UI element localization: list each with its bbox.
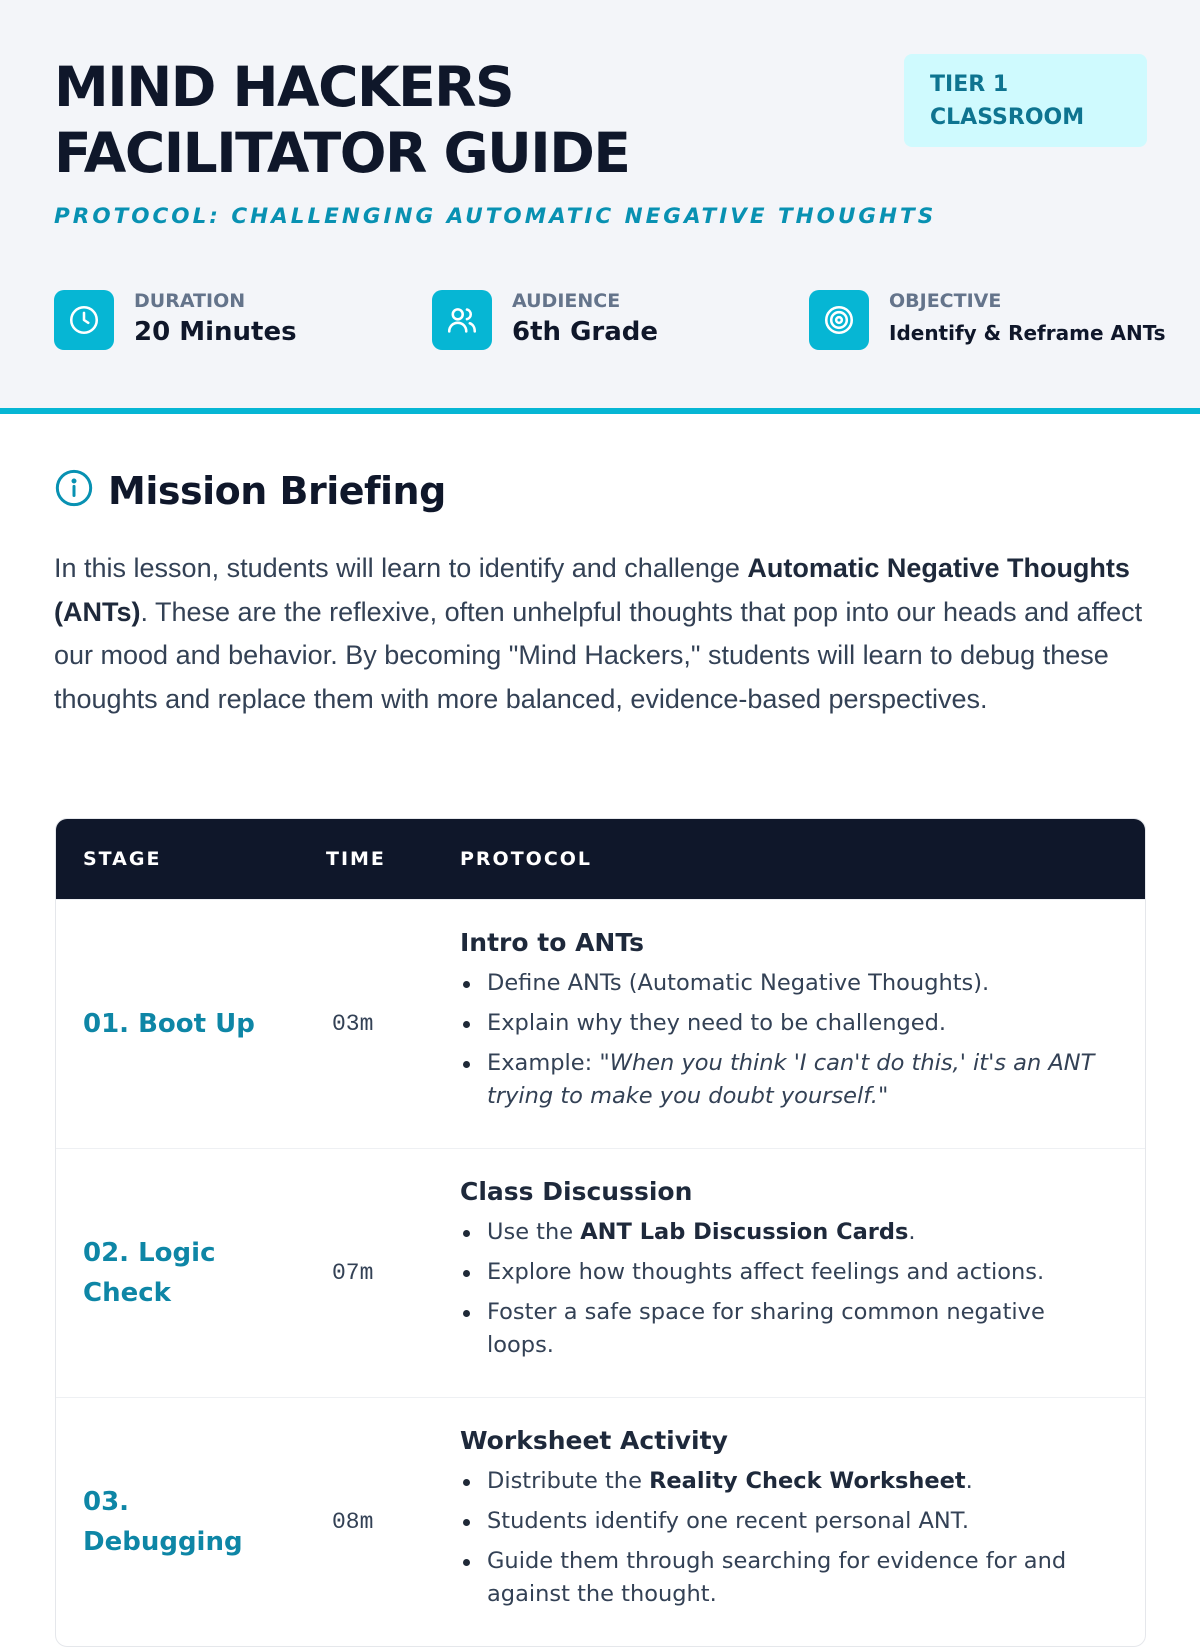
list-item: Define ANTs (Automatic Negative Thoughts). xyxy=(460,967,1105,1000)
stage-time: 07m xyxy=(318,1148,450,1397)
list-item: Explore how thoughts affect feelings and actions. xyxy=(460,1256,1105,1289)
list-item: Foster a safe space for sharing common negative loops. xyxy=(460,1296,1105,1362)
table-row xyxy=(56,1148,1145,1397)
meta-label: OBJECTIVE xyxy=(889,290,1002,312)
protocol-cell xyxy=(450,1148,1145,1397)
lesson-protocol-table xyxy=(55,818,1146,1647)
protocol-title: Worksheet Activity xyxy=(460,1426,728,1455)
meta-value: Identify & Reframe ANTs xyxy=(889,321,1166,345)
list-item: Explain why they need to be challenged. xyxy=(460,1007,1105,1040)
clock-icon xyxy=(54,290,114,350)
stage-time: 08m xyxy=(318,1397,450,1646)
guide-header xyxy=(0,0,1200,414)
tier-badge: TIER 1 CLASSROOM xyxy=(904,54,1147,147)
mission-briefing-text: In this lesson, students will learn to identify and challenge Automatic Negative Thoughts (ANTs). These are the reflexive, often unhelpful thoughts that pop into our heads and affect our mood and behavior. By becoming "Mind Hackers," students will learn to debug these thoughts and replace them with more balanced, evidence-based perspectives. xyxy=(54,553,1143,714)
list-item: Distribute the Reality Check Worksheet. xyxy=(460,1465,1105,1498)
stage-name: 03. Debugging xyxy=(56,1397,318,1646)
users-icon xyxy=(432,290,492,350)
list-item: Use the ANT Lab Discussion Cards. xyxy=(460,1216,1105,1249)
info-icon xyxy=(54,468,94,513)
example-quote: "When you think 'I can't do this,' it's an ANT trying to make you doubt yourself." xyxy=(487,1050,1095,1109)
column-header-protocol: PROTOCOL xyxy=(450,819,1145,899)
table-row xyxy=(56,899,1145,1148)
protocol-list xyxy=(460,1216,1105,1362)
table-row xyxy=(56,1397,1145,1646)
stage-name: 01. Boot Up xyxy=(56,899,318,1148)
protocol-cell xyxy=(450,1397,1145,1646)
meta-audience xyxy=(432,290,752,350)
protocol-subtitle: PROTOCOL: CHALLENGING AUTOMATIC NEGATIVE THOUGHTS xyxy=(54,204,937,229)
meta-value: 6th Grade xyxy=(512,317,659,347)
protocol-list xyxy=(460,1465,1105,1611)
protocol-title: Intro to ANTs xyxy=(460,928,644,957)
stage-time: 03m xyxy=(318,899,450,1148)
section-title: Mission Briefing xyxy=(108,468,446,513)
ants-term: Automatic Negative Thoughts (ANTs) xyxy=(54,553,1130,627)
list-item: Guide them through searching for evidence for and against the thought. xyxy=(460,1545,1105,1611)
protocol-title: Class Discussion xyxy=(460,1177,693,1206)
list-item: Example: "When you think 'I can't do this,' it's an ANT trying to make you doubt yourself." xyxy=(460,1047,1105,1113)
meta-objective xyxy=(809,290,1166,350)
page-title: MIND HACKERS FACILITATOR GUIDE xyxy=(54,55,630,185)
meta-label: DURATION xyxy=(134,290,246,312)
column-header-stage: STAGE xyxy=(56,819,318,899)
protocol-cell xyxy=(450,899,1145,1148)
list-item: Students identify one recent personal ANT. xyxy=(460,1505,1105,1538)
protocol-list xyxy=(460,967,1105,1113)
target-icon xyxy=(809,290,869,350)
column-header-time: TIME xyxy=(318,819,450,899)
stage-name: 02. Logic Check xyxy=(56,1148,318,1397)
meta-value: 20 Minutes xyxy=(134,317,297,347)
section-heading xyxy=(54,468,446,513)
table-header xyxy=(56,819,1145,899)
meta-label: AUDIENCE xyxy=(512,290,621,312)
meta-duration xyxy=(54,290,374,350)
